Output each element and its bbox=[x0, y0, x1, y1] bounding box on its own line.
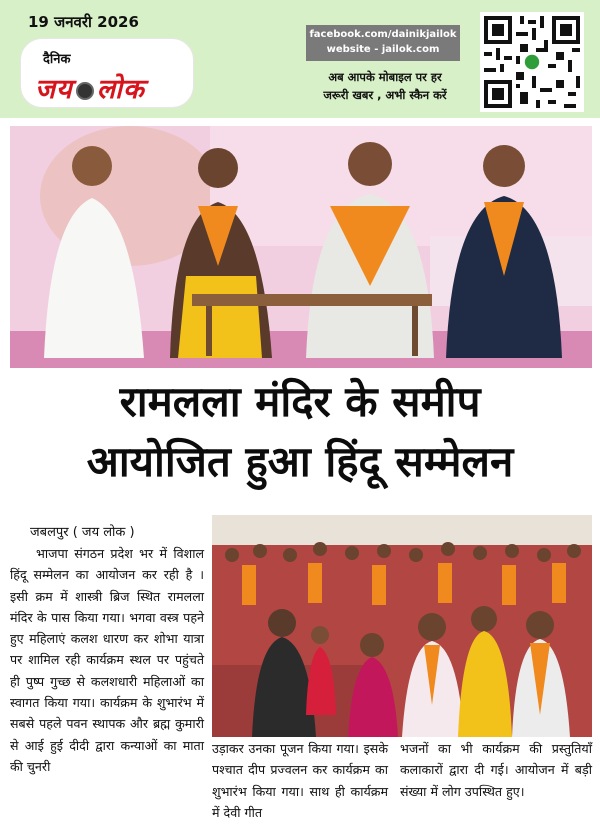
article-column-left bbox=[10, 543, 204, 777]
qr-code-icon[interactable] bbox=[480, 12, 584, 112]
article-column-right bbox=[400, 738, 592, 802]
globe-icon bbox=[76, 82, 94, 100]
stage-photo-illustration bbox=[10, 126, 592, 368]
stage-photo bbox=[10, 126, 592, 368]
article-text-left: भाजपा संगठन प्रदेश भर में विशाल हिंदू सम्मेलन का आयोजन कर रही है । इसी क्रम में शास्त्री ब्रिज स्थित रामलला मंदिर के पास किया गया। भगवा वस्त्र पहने हुए महिलाएं कलश धारण कर शोभा यात्रा पर शामिल रही कार्यक्रम स्थल पर पहुंचते ही पुष्प गुच्छ से कलशधारी महिलाओं का स्वागत किया गया। कार्यक्रम के शुभारंभ में सबसे पहले पवन स्थापक और ब्रह्म कुमारी से आई हुई दीदी द्वारा कन्याओं का माता की चुनरी bbox=[10, 546, 204, 774]
crowd-photo bbox=[212, 515, 592, 737]
logo-word-lok: लोक bbox=[96, 74, 145, 105]
scan-prompt-line1: अब आपके मोबाइल पर हर bbox=[328, 70, 442, 84]
masthead bbox=[0, 0, 600, 118]
crowd-photo-illustration bbox=[212, 515, 592, 737]
dateline: जबलपुर ( जय लोक ) bbox=[30, 525, 135, 540]
article-text-right: भजनों का भी कार्यक्रम की प्रस्तुतियाँ कलाकारों द्वारा दी गई। आयोजन में बड़ी संख्या में लोग उपस्थित हुए। bbox=[400, 741, 592, 799]
website-link[interactable]: website - jailok.com bbox=[326, 44, 440, 55]
logo-wordmark bbox=[35, 69, 145, 106]
newspaper-logo bbox=[20, 38, 194, 108]
facebook-link[interactable]: facebook.com/dainikjailok bbox=[309, 29, 457, 40]
qr-code-graphic bbox=[480, 12, 584, 112]
issue-date: 19 जनवरी 2026 bbox=[28, 13, 139, 31]
headline-line-2: आयोजित हुआ हिंदू सम्मेलन bbox=[86, 437, 514, 486]
headline bbox=[0, 372, 600, 492]
social-links-box bbox=[306, 25, 460, 61]
article-text-middle: उड़ाकर उनका पूजन किया गया। इसके पश्चात दीप प्रज्वलन कर कार्यक्रम का शुभारंभ किया गया। साथ ही कार्यक्रम में देवी गीत bbox=[212, 741, 388, 820]
logo-dainik: दैनिक bbox=[43, 52, 71, 67]
scan-prompt bbox=[300, 68, 470, 104]
article-column-middle bbox=[212, 738, 388, 823]
scan-prompt-line2: जरूरी खबर , अभी स्कैन करें bbox=[323, 88, 447, 102]
logo-word-jay: जय bbox=[35, 74, 73, 105]
headline-line-1: रामलला मंदिर के समीप bbox=[119, 377, 481, 426]
